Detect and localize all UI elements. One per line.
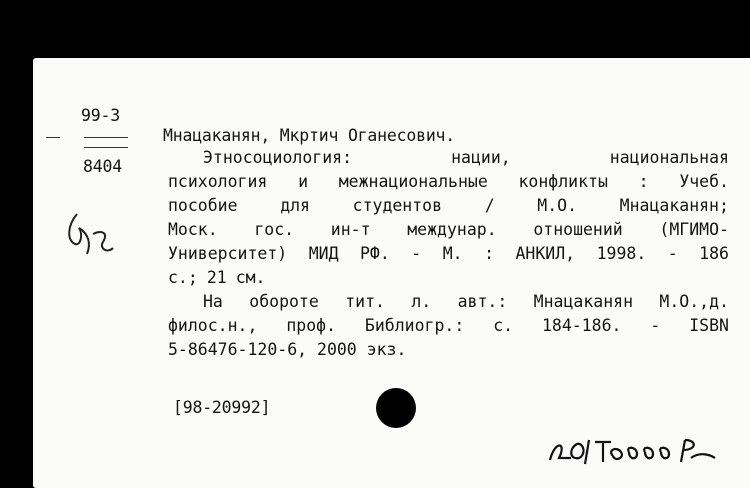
note-word: тит. [345, 292, 385, 311]
description-word: - [667, 244, 678, 263]
description-line-5 [168, 244, 729, 264]
description-word: см. [235, 268, 266, 287]
description-word: М.О. [537, 196, 578, 215]
description-line-4 [168, 220, 729, 240]
description-word: психология [168, 172, 268, 191]
description-word: (МГИМО- [659, 220, 729, 239]
note-word: 5-86476-120-6, 2000 экз. [168, 340, 407, 359]
handwritten-price [545, 430, 750, 470]
description-word: Мнацаканян; [619, 196, 729, 215]
description-word: / [484, 196, 495, 215]
description-word: 1998. [596, 244, 647, 263]
description-word: М. [442, 244, 463, 263]
description-word: конфликты [518, 172, 608, 191]
description-word: 186 [699, 244, 729, 263]
description-word: для [280, 196, 310, 215]
description-word: АНКИЛ, [515, 244, 576, 263]
description-word: : [638, 172, 649, 191]
note-line-3 [168, 340, 406, 360]
description-word: : [484, 244, 495, 263]
note-word: Мнацаканян [533, 292, 634, 311]
note-word: л. [411, 292, 432, 311]
shelf-number: 8404 [83, 157, 122, 176]
description-word: Моск. [168, 220, 218, 239]
author-heading: Мнацаканян, Мкртич Оганесович. [163, 126, 456, 145]
handwritten-mark [63, 208, 123, 268]
left-column-rule-1 [46, 137, 60, 138]
description-line-6 [168, 268, 266, 288]
catalog-card [33, 58, 750, 488]
note-word: филос.н., [168, 316, 258, 335]
description-word: 21 [206, 268, 227, 287]
description-word: отношений [533, 220, 623, 239]
left-column-rule-3 [84, 147, 128, 148]
description-word: Учеб. [679, 172, 729, 191]
description-word: пособие [168, 196, 238, 215]
description-word: гос. [254, 220, 295, 239]
description-word: межнациональные [338, 172, 488, 191]
note-word: с. [493, 316, 514, 335]
description-word: ин-т [330, 220, 371, 239]
note-word: проф. [286, 316, 336, 335]
note-line-2 [168, 316, 729, 336]
note-word: обороте [249, 292, 319, 311]
note-word: На [203, 292, 223, 311]
description-word: Университет) [168, 244, 288, 263]
class-number: 99-3 [81, 106, 120, 125]
note-word: авт.: [457, 292, 508, 311]
description-word: национальная [609, 148, 729, 167]
punch-hole [376, 388, 416, 428]
description-word: РФ. [360, 244, 390, 263]
note-word: Библиогр.: [364, 316, 465, 335]
description-line-3 [168, 196, 729, 216]
description-word: - [411, 244, 422, 263]
note-word: М.О.,д. [659, 292, 729, 311]
description-line-2 [168, 172, 729, 192]
note-word: - [650, 316, 661, 335]
record-number: [98-20992] [173, 398, 271, 417]
description-word: нации, [451, 148, 511, 167]
description-word: МИД [308, 244, 339, 263]
left-column-rule-2 [84, 137, 128, 138]
description-line-1 [203, 148, 729, 168]
note-word: 184-186. [541, 316, 622, 335]
description-word: студентов [352, 196, 443, 215]
description-word: с.; [168, 268, 198, 287]
note-word: ISBN [689, 316, 729, 335]
note-line-1 [203, 292, 729, 312]
description-word: и [298, 172, 309, 191]
description-word: Этносоциология: [203, 148, 353, 167]
description-word: междунар. [407, 220, 497, 239]
